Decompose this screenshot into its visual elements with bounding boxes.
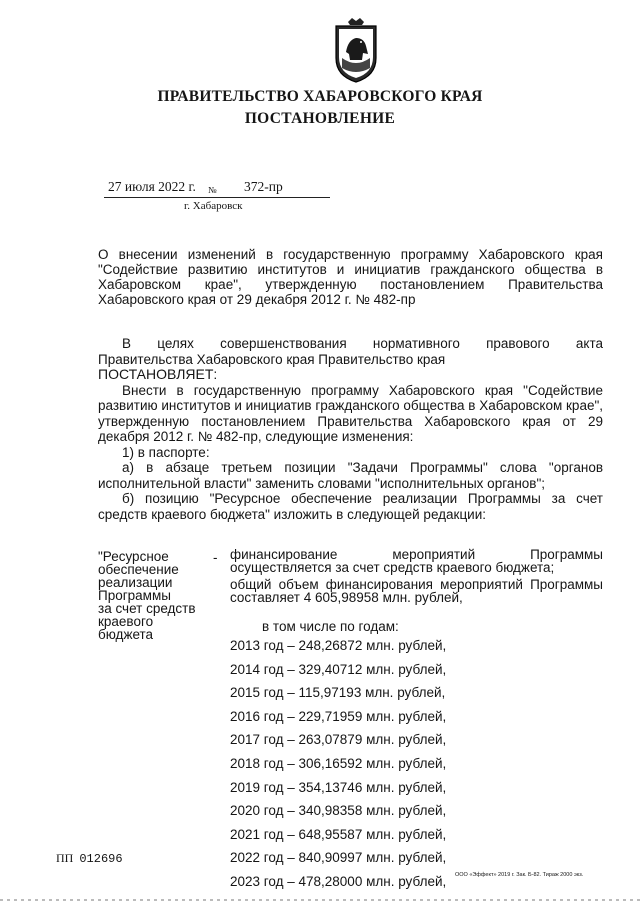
intro-word: нормативного — [372, 336, 460, 351]
number-sign: № — [208, 185, 217, 195]
document-subject: О внесении изменений в государственную программу Хабаровского края "Содействие развитию институтов и инициатив гражданского общества в Хабаровском крае", утвержденную постановлением Правительства Хабаровского края от 29 декабря 2012 г. № 482-пр — [98, 247, 603, 307]
resource-label-line: Программы — [98, 588, 171, 603]
printer-info: ООО «Эффект» 2019 г. Зак. Б-82. Тираж 2000 экз. — [455, 872, 584, 878]
paragraph-1: Внести в государственную программу Хабаровского края "Содействие развитию институтов и инициатив гражданского общества в Хабаровском крае", утвержденную постановлением Правительства Хабаровского края от 29 декабря 2012 г. № 482-пр, следующие изменения: — [98, 382, 603, 444]
intro-word: правового — [486, 336, 550, 351]
document-date: 27 июля 2022 г. — [108, 179, 196, 194]
serial-prefix: ПП — [56, 851, 74, 865]
coat-of-arms-emblem — [330, 18, 382, 84]
item-1a: а) в абзаце третьем позиции "Задачи Программы" слова "органов исполнительной власти" заменить словами "исполнительных органов"; — [98, 460, 603, 491]
year-row: 2021 год – 648,95587 млн. рублей, — [230, 826, 447, 842]
year-row: 2020 год – 340,98358 млн. рублей, — [230, 803, 447, 819]
year-row: 2018 год – 306,16592 млн. рублей, — [230, 755, 447, 771]
document-number: 372-пр — [244, 179, 283, 194]
resource-label — [98, 550, 208, 641]
year-row: 2022 год – 840,90997 млн. рублей, — [230, 850, 447, 866]
intro-word: совершенствования — [220, 336, 347, 351]
intro-word: В — [122, 336, 132, 351]
year-row: 2017 год – 263,07879 млн. рублей, — [230, 732, 447, 748]
year-row: 2015 год – 115,97193 млн. рублей, — [230, 685, 446, 701]
intro-line — [98, 336, 603, 352]
intro-word: акта — [575, 336, 603, 351]
serial-value: 012696 — [79, 852, 123, 866]
date-underline — [104, 197, 330, 198]
intro-line-2: Правительства Хабаровского края Правительство края — [98, 351, 446, 367]
resource-label-line: за счет средств — [98, 601, 196, 616]
resource-by-years: в том числе по годам: — [262, 619, 399, 634]
document-city: г. Хабаровск — [184, 200, 243, 212]
year-row: 2016 год – 229,71959 млн. рублей, — [230, 708, 447, 724]
resolves-word: ПОСТАНОВЛЯЕТ: — [98, 366, 218, 382]
resource-dash: - — [213, 550, 218, 565]
resource-text — [230, 549, 603, 604]
resource-label-line: реализации — [98, 575, 173, 590]
resource-financing: финансирование мероприятий Программы осуществляется за счет средств краевого бюджета; — [230, 547, 603, 575]
resource-label-line: "Ресурсное — [98, 549, 169, 564]
resource-label-line: краевого — [98, 614, 154, 629]
year-row: 2019 год – 354,13746 млн. рублей, — [230, 779, 447, 795]
resource-label-line: обеспечение — [98, 562, 179, 577]
document-type: ПОСТАНОВЛЕНИЕ — [244, 110, 396, 127]
year-row: 2013 год – 248,26872 млн. рублей, — [230, 638, 447, 653]
year-row: 2023 год – 478,28000 млн. рублей, — [230, 873, 447, 889]
serial-number — [56, 851, 123, 866]
resource-total: общий объем финансирования мероприятий Программы составляет 4 605,98958 млн. рублей, — [230, 577, 603, 605]
government-title: ПРАВИТЕЛЬСТВО ХАБАРОВСКОГО КРАЯ — [157, 88, 483, 105]
item-1: 1) в паспорте: — [122, 444, 210, 460]
resource-label-line: бюджета — [98, 627, 154, 642]
scan-edge-artifact — [0, 899, 640, 901]
intro-word: целях — [157, 336, 194, 351]
document-body — [98, 336, 603, 522]
year-row: 2014 год – 329,40712 млн. рублей, — [230, 661, 447, 677]
item-1b: б) позицию "Ресурсное обеспечение реализации Программы за счет средств краевого бюджета" изложить в следующей редакции: — [98, 491, 603, 522]
years-list — [230, 636, 446, 896]
